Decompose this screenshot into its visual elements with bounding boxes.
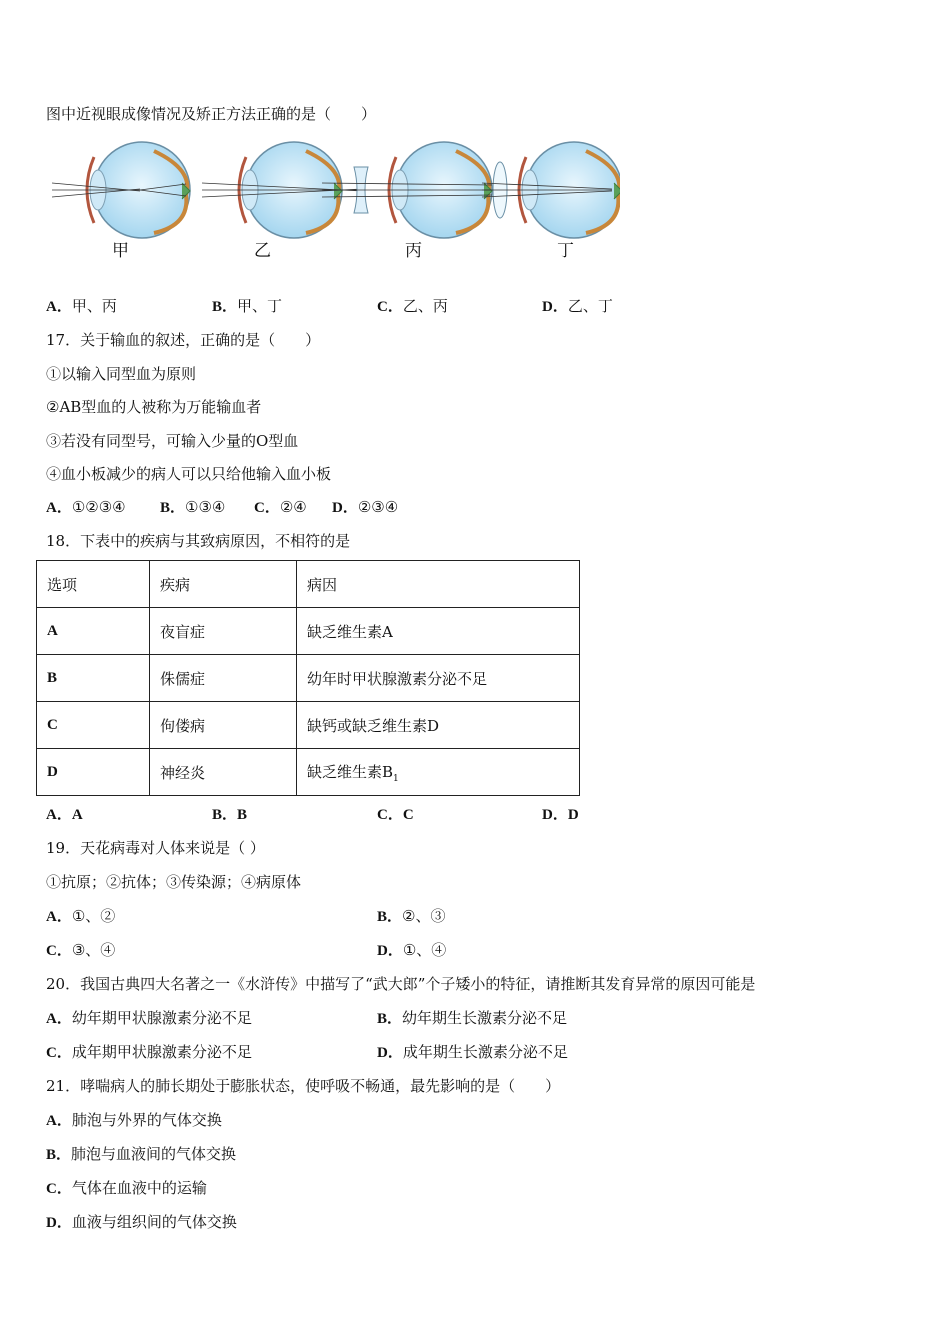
q17-option-c[interactable]: C．②④ [254,498,307,516]
table-cell: 夜盲症 [150,608,297,655]
q19-items: ①抗原；②抗体；③传染源；④病原体 [46,873,302,891]
q20-option-d[interactable]: D．成年期生长激素分泌不足 [377,1043,568,1061]
table-header-cell: 选项 [37,561,150,608]
table-header-cell: 疾病 [150,561,297,608]
figure-label-bing: 丙 [405,241,422,261]
table-cell: 侏儒症 [150,655,297,702]
q17-option-a[interactable]: A．①②③④ [46,498,126,516]
q16-stem: 图中近视眼成像情况及矫正方法正确的是（ ） [46,105,377,123]
q18-option-c[interactable]: C．C [377,807,414,823]
figure-label-ding: 丁 [557,241,574,261]
table-header-row [37,561,580,608]
table-cell: 缺乏维生素A [297,608,580,655]
q21-option-a[interactable]: A．肺泡与外界的气体交换 [46,1111,222,1129]
table-cell: 佝偻病 [150,702,297,749]
q21-option-c[interactable]: C．气体在血液中的运输 [46,1179,207,1197]
q16-option-a[interactable]: A．甲、丙 [46,297,117,315]
q20-option-c[interactable]: C．成年期甲状腺激素分泌不足 [46,1043,252,1061]
q18-option-a[interactable]: A．A [46,807,83,823]
q18-stem: 18．下表中的疾病与其致病原因，不相符的是 [46,532,351,550]
table-cell: 缺钙或缺乏维生素D [297,702,580,749]
q18-option-b[interactable]: B．B [212,807,248,823]
q17-option-b[interactable]: B．①③④ [160,498,226,516]
table-row [37,655,580,702]
q20-stem: 20．我国古典四大名著之一《水浒传》中描写了“武大郎”个子矮小的特征，请推断其发育异常的原因可能是 [46,975,756,993]
q21-stem: 21．哮喘病人的肺长期处于膨胀状态，使呼吸不畅通，最先影响的是（ ） [46,1077,561,1095]
table-cell: B [37,655,150,702]
table-header-cell: 病因 [297,561,580,608]
q19-stem: 19．天花病毒对人体来说是（ ） [46,839,265,857]
q20-option-b[interactable]: B．幼年期生长激素分泌不足 [377,1009,568,1027]
figure-label-yi: 乙 [254,241,271,261]
table-cell: C [37,702,150,749]
q21-option-d[interactable]: D．血液与组织间的气体交换 [46,1213,237,1231]
q16-option-d[interactable]: D．乙、丁 [542,297,613,315]
q18-option-d[interactable]: D．D [542,807,579,823]
q17-item-1: ①以输入同型血为原则 [46,365,197,383]
table-row [37,702,580,749]
q17-option-d[interactable]: D．②③④ [332,498,399,516]
q17-item-4: ④血小板减少的病人可以只给他输入血小板 [46,465,332,483]
table-row [37,749,580,796]
q16-option-b[interactable]: B．甲、丁 [212,297,283,315]
q21-option-b[interactable]: B．肺泡与血液间的气体交换 [46,1145,237,1163]
table-cell: 幼年时甲状腺激素分泌不足 [297,655,580,702]
q19-option-b[interactable]: B．②、③ [377,907,446,925]
disease-table [36,560,580,796]
q19-option-c[interactable]: C．③、④ [46,941,116,959]
q17-item-3: ③若没有同型号，可输入少量的O型血 [46,432,299,450]
table-cell: 缺乏维生素$B_1$ [297,749,580,796]
q19-option-d[interactable]: D．①、④ [377,941,447,959]
eye-diagrams [50,135,620,270]
figure-label-jia: 甲 [112,241,129,261]
table-cell: A [37,608,150,655]
table-cell: 神经炎 [150,749,297,796]
q17-item-2: ②AB型血的人被称为万能输血者 [46,398,262,416]
table-cell: D [37,749,150,796]
eye-diagram-jia [52,142,190,238]
eye-diagram-bing [322,142,492,238]
table-row [37,608,580,655]
q19-option-a[interactable]: A．①、② [46,907,116,925]
q16-option-c[interactable]: C．乙、丙 [377,297,448,315]
q17-stem: 17．关于输血的叙述，正确的是（ ） [46,331,321,349]
q20-option-a[interactable]: A．幼年期甲状腺激素分泌不足 [46,1009,252,1027]
eye-diagram-ding [482,142,620,238]
